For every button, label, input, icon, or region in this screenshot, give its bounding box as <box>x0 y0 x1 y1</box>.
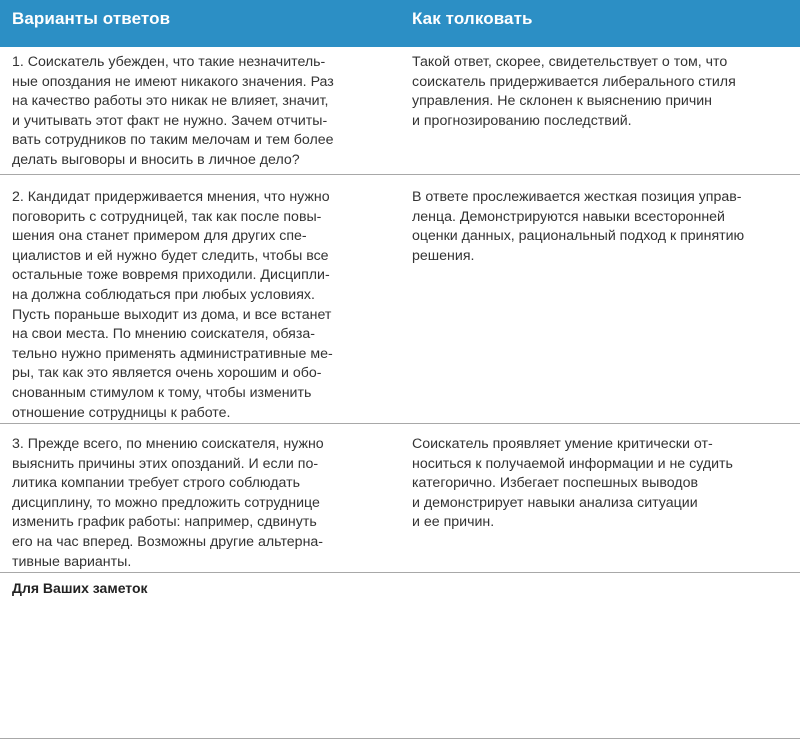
column-header-answers: Варианты ответов <box>12 9 171 28</box>
interpretation-cell: В ответе прослеживается жесткая позиция управ- ленца. Демонстрируются навыки всесторонней оценки данных, рациональный подход к принятию решения. <box>412 189 745 264</box>
answer-cell: 2. Кандидат придерживается мнения, что нужно поговорить с сотрудницей, так как после повы- шения она станет примером для других спе- циалистов и ей нужно будет следить, чтобы все остальные тоже вовремя приходили. Дисципли- на должна соблюдаться при любых условиях. Пусть пораньше выходит из дома, и все встанет на свои места. По мнению соискателя, обяза- тельно нужно применять административные ме- ры, так как это является очень хорошим и обо- снованным стимулом к тому, чтобы изменить отношение сотрудницы к работе. <box>12 189 333 421</box>
row-divider <box>0 423 800 424</box>
answer-cell: 3. Прежде всего, по мнению соискателя, нужно выяснить причины этих опозданий. И если по- литика компании требует строго соблюдать дисциплину, то можно предложить сотруднице изменить график работы: например, сдвинуть его на час вперед. Возможны другие альтерна- тивные варианты. <box>12 436 324 570</box>
notes-title: Для Ваших заметок <box>12 580 148 596</box>
answer-cell: 1. Соискатель убежден, что такие незначитель- ные опоздания не имеют никакого значения. Раз на качество работы это никак не влияет, значит, и учитывать этот факт не нужно. Зачем отчиты- вать сотрудников по таким мелочам и тем более делать выговоры и вносить в личное дело? <box>12 54 334 168</box>
row-divider <box>0 572 800 573</box>
interpretation-cell: Соискатель проявляет умение критически от- носиться к получаемой информации и не судить категорично. Избегает поспешных выводов и демонстрирует навыки анализа ситуации и ее причин. <box>412 436 733 531</box>
interpretation-cell: Такой ответ, скорее, свидетельствует о том, что соискатель придерживается либерального стиля управления. Не склонен к выяснению причин и прогнозированию последствий. <box>412 54 736 129</box>
column-header-interpretation: Как толковать <box>412 9 533 28</box>
table-header <box>0 0 800 47</box>
row-divider <box>0 174 800 175</box>
notes-bottom-divider <box>0 738 800 739</box>
